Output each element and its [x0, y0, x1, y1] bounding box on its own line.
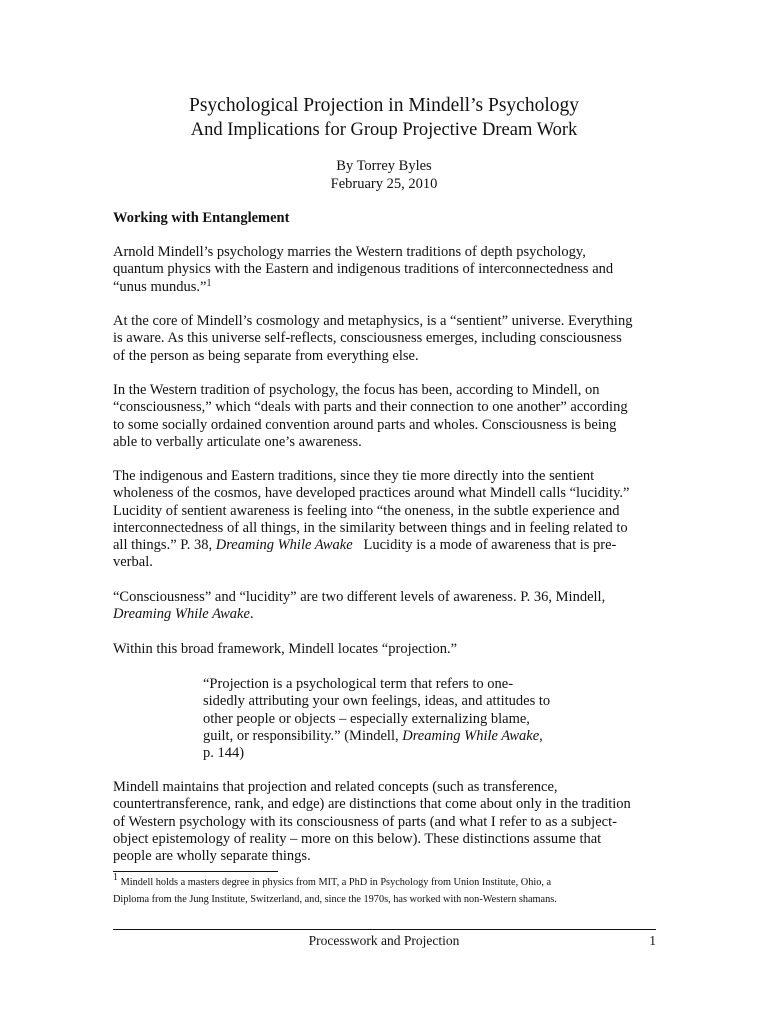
quote-line: other people or objects – especially externalizing blame,: [203, 710, 530, 727]
footnote-separator: [113, 871, 278, 872]
paragraph-line: Mindell maintains that projection and related concepts (such as transference,: [113, 779, 558, 795]
quote-text: ,: [539, 727, 543, 744]
paragraph-4: [113, 468, 658, 572]
quote-text: guilt, or responsibility.” (Mindell,: [203, 727, 403, 744]
footnote-text: Mindell holds a masters degree in physics from MIT, a PhD in Psychology from Union Institute, Ohio, a: [118, 877, 552, 888]
block-quote: [203, 676, 573, 762]
paragraph-text: all things.” P. 38,: [113, 537, 216, 554]
book-title: Dreaming While Awake: [215, 537, 353, 554]
footnote-line: Diploma from the Jung Institute, Switzerland, and, since the 1970s, has worked with non-Western shamans.: [113, 894, 557, 905]
paragraph-line: In the Western tradition of psychology, the focus has been, according to Mindell, on: [113, 382, 600, 398]
paragraph-2: [113, 313, 658, 365]
book-title: Dreaming While Awake: [402, 727, 540, 744]
paragraph-line: “consciousness,” which “deals with parts and their connection to one another” according: [113, 399, 628, 416]
paragraph-line: object epistemology of reality – more on this below). These distinctions assume that: [113, 830, 602, 847]
paragraph-line: countertransference, rank, and edge) are distinctions that come about only in the tradition: [113, 796, 631, 813]
paragraph-3: [113, 382, 658, 451]
quote-line: sidedly attributing your own feelings, ideas, and attitudes to: [203, 693, 551, 710]
footnote-reference: 1: [206, 277, 212, 289]
page-number: 1: [649, 933, 656, 948]
paragraph-line: Arnold Mindell’s psychology marries the Western traditions of depth psychology,: [113, 244, 586, 260]
paragraph-line: [113, 606, 658, 623]
paragraph-line: people are wholly separate things.: [113, 848, 311, 865]
paragraph-line: is aware. As this universe self-reflects, consciousness emerges, including consciousness: [113, 330, 622, 347]
footer-title: Processwork and Projection: [308, 933, 460, 948]
quote-line: p. 144): [203, 745, 245, 762]
document-title: Psychological Projection in Mindell’s Psychology: [189, 95, 579, 116]
footer-separator: [113, 929, 656, 930]
footnote-marker: 1: [113, 872, 118, 883]
paragraph-5: [113, 589, 658, 624]
footnote-line: [113, 874, 658, 891]
paragraph-line: quantum physics with the Eastern and indigenous traditions of interconnectedness and: [113, 261, 614, 278]
paragraph-line: Within this broad framework, Mindell locates “projection.”: [113, 641, 458, 657]
paragraph-line: verbal.: [113, 554, 153, 571]
paragraph-line: to some socially ordained convention around parts and wholes. Consciousness is being: [113, 416, 617, 433]
paragraph-line: interconnectedness of all things, in the similarity between things and in feeling related to: [113, 519, 628, 536]
paragraph-line: At the core of Mindell’s cosmology and metaphysics, is a “sentient” universe. Everything: [113, 313, 633, 329]
paragraph-line: of the person as being separate from everything else.: [113, 347, 419, 364]
author-line: By Torrey Byles: [336, 158, 432, 174]
paragraph-line: wholeness of the cosmos, have developed practices around what Mindell calls “lucidity.”: [113, 485, 630, 502]
paragraph-line: The indigenous and Eastern traditions, since they tie more directly into the sentient: [113, 468, 595, 484]
quote-line: “Projection is a psychological term that refers to one-: [203, 676, 514, 692]
paragraph-6: [113, 641, 658, 658]
document-subtitle: And Implications for Group Projective Dream Work: [190, 120, 578, 140]
paragraph-1: [113, 244, 658, 296]
section-heading: Working with Entanglement: [113, 210, 290, 226]
paragraph-line: [113, 279, 658, 296]
quote-line: [203, 728, 573, 745]
book-title: Dreaming While Awake: [113, 606, 250, 623]
paragraph-line: “Consciousness” and “lucidity” are two different levels of awareness. P. 36, Mindell,: [113, 589, 606, 605]
paragraph-line: able to verbally articulate one’s awareness.: [113, 433, 362, 450]
paragraph-7: [113, 779, 658, 865]
paragraph-line: Lucidity of sentient awareness is feeling into “the oneness, in the subtle experience and: [113, 502, 620, 519]
paragraph-text: .: [249, 606, 254, 623]
footnote: [113, 874, 658, 908]
date-line: February 25, 2010: [330, 176, 438, 192]
paragraph-line: [113, 537, 658, 554]
paragraph-text: Lucidity is a mode of awareness that is pre-: [352, 537, 617, 554]
paragraph-line: of Western psychology with its consciousness of parts (and what I refer to as a subject-: [113, 813, 617, 830]
paragraph-text: “unus mundus.”: [113, 278, 207, 295]
